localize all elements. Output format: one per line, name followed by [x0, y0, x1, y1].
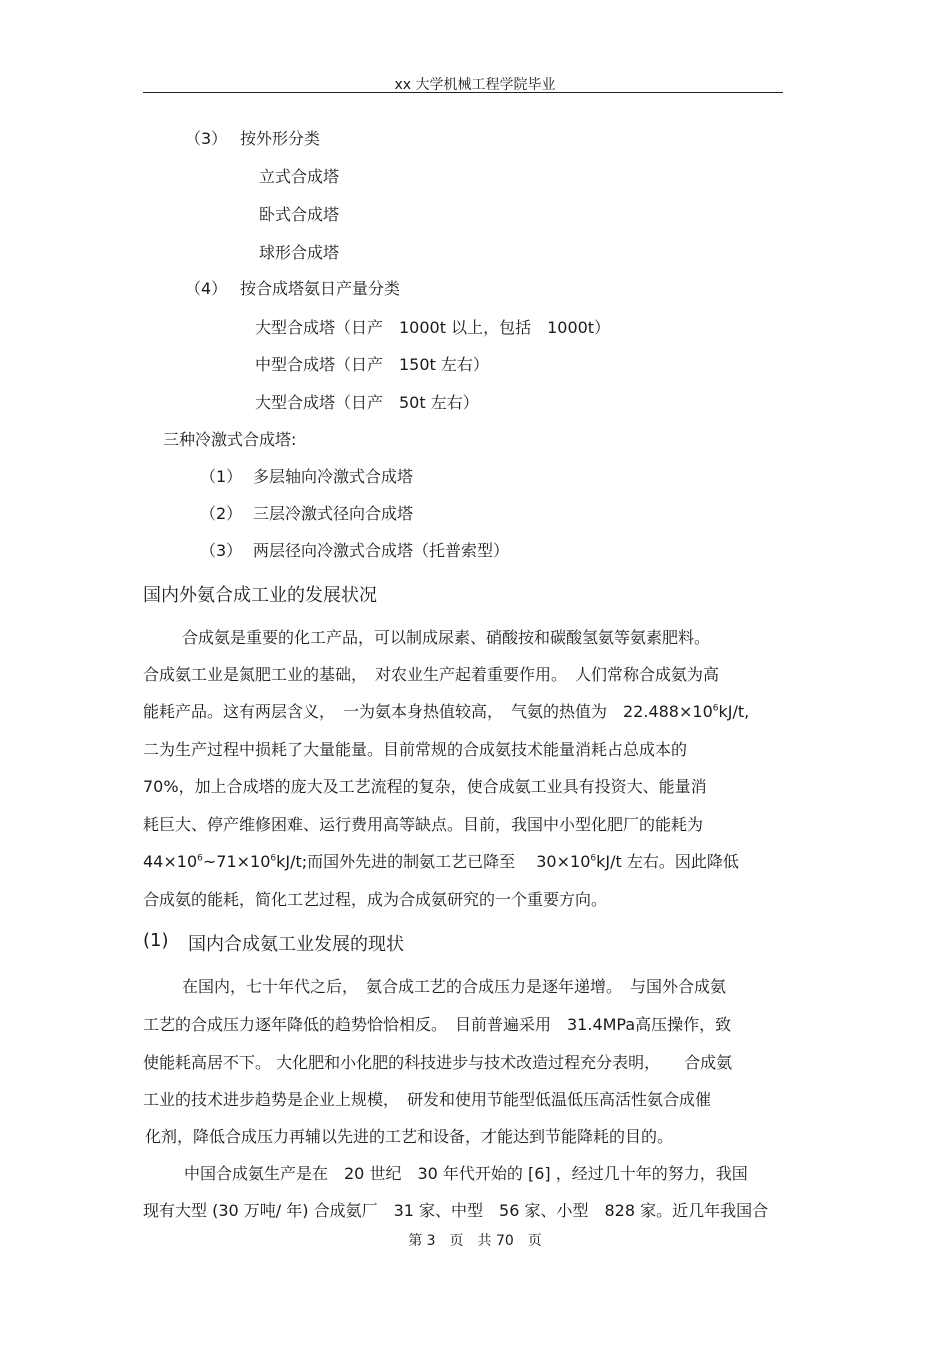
cold-intro: 三种冷激式合成塔: [163, 430, 297, 449]
cold-item-number: （2） [200, 504, 243, 523]
cold-item-text: 多层轴向冷激式合成塔 [253, 467, 414, 486]
paragraph-line: 70%，加上合成塔的庞大及工艺流程的复杂，使合成氨工业具有投资大、能量消 [143, 777, 707, 796]
page-footer: 第 3 页 共 70 页 [408, 1233, 542, 1249]
paragraph-line: 合成氨的能耗，简化工艺过程，成为合成氨研究的一个重要方向。 [143, 890, 608, 909]
paragraph-line: 能耗产品。这有两层含义， 一为氨本身热值较高， 气氨的热值为 $22.488\times 10^6kJ/t$, [143, 702, 750, 721]
cold-item-text: 两层径向冷激式合成塔（托普索型） [253, 541, 510, 560]
classify4-item: 中型合成塔（日产 150t 左右） [255, 355, 489, 374]
header-rule [143, 92, 783, 93]
cold-item-number: （1） [200, 467, 243, 486]
page-header: xx 大学机械工程学院毕业 [394, 77, 556, 93]
paragraph-line: 合成氨是重要的化工产品，可以制成尿素、硝酸按和碳酸氢氨等氨素肥料。 [182, 628, 711, 647]
paragraph-line: 现有大型 (30 万吨/ 年) 合成氨厂 31 家、中型 56 家、小型 828 家。近几年我国合 [143, 1201, 769, 1220]
paragraph-line: 二为生产过程中损耗了大量能量。目前常规的合成氨技术能量消耗占总成本的 [143, 740, 688, 759]
paragraph-line: 工业的技术进步趋势是企业上规模， 研发和使用节能型低温低压高活性氨合成催 [143, 1090, 712, 1109]
classify4-item: 大型合成塔（日产 50t 左右） [255, 393, 479, 412]
section-heading: 国内外氨合成工业的发展状况 [143, 585, 377, 606]
classify4-item: 大型合成塔（日产 1000t 以上，包括 1000t） [255, 318, 611, 337]
paragraph-line: 合成氨工业是氮肥工业的基础， 对农业生产起着重要作用。 人们常称合成氨为高 [143, 665, 720, 684]
subsection-heading: 国内合成氨工业发展的现状 [188, 934, 404, 955]
classify4-title: 按合成塔氨日产量分类 [240, 279, 401, 298]
classify3-item: 球形合成塔 [259, 243, 340, 262]
cold-item-number: （3） [200, 541, 243, 560]
paragraph-line: 工艺的合成压力逐年降低的趋势恰恰相反。 目前普遍采用 31.4MPa高压操作，致 [143, 1015, 732, 1034]
paragraph-line: $44\times 10^6\sim 71\times 10^6kJ/t$;而国外先进的制氨工艺已降至 $30\times 10^6kJ/t$ 左右。因此降低 [143, 852, 739, 871]
paragraph-line: 使能耗高居不下。 大化肥和小化肥的科技进步与技术改造过程充分表明， 合成氨 [143, 1053, 733, 1072]
cold-item-text: 三层冷激式径向合成塔 [253, 504, 414, 523]
classify3-title: 按外形分类 [240, 129, 321, 148]
paragraph-line: 中国合成氨生产是在 20 世纪 30 年代开始的 [6] ，经过几十年的努力，我国 [184, 1164, 748, 1183]
paragraph-line: 化剂，降低合成压力再辅以先进的工艺和设备，才能达到节能降耗的目的。 [145, 1127, 674, 1146]
paragraph-line: 在国内，七十年代之后， 氨合成工艺的合成压力是逐年递增。 与国外合成氨 [182, 977, 727, 996]
classify3-number: （3） [185, 129, 228, 148]
classify3-item: 卧式合成塔 [259, 205, 340, 224]
paragraph-line: 耗巨大、停产维修困难、运行费用高等缺点。目前，我国中小型化肥厂的能耗为 [143, 815, 704, 834]
classify3-item: 立式合成塔 [259, 167, 340, 186]
subsection-number: (1) [143, 930, 169, 951]
classify4-number: （4） [185, 279, 228, 298]
